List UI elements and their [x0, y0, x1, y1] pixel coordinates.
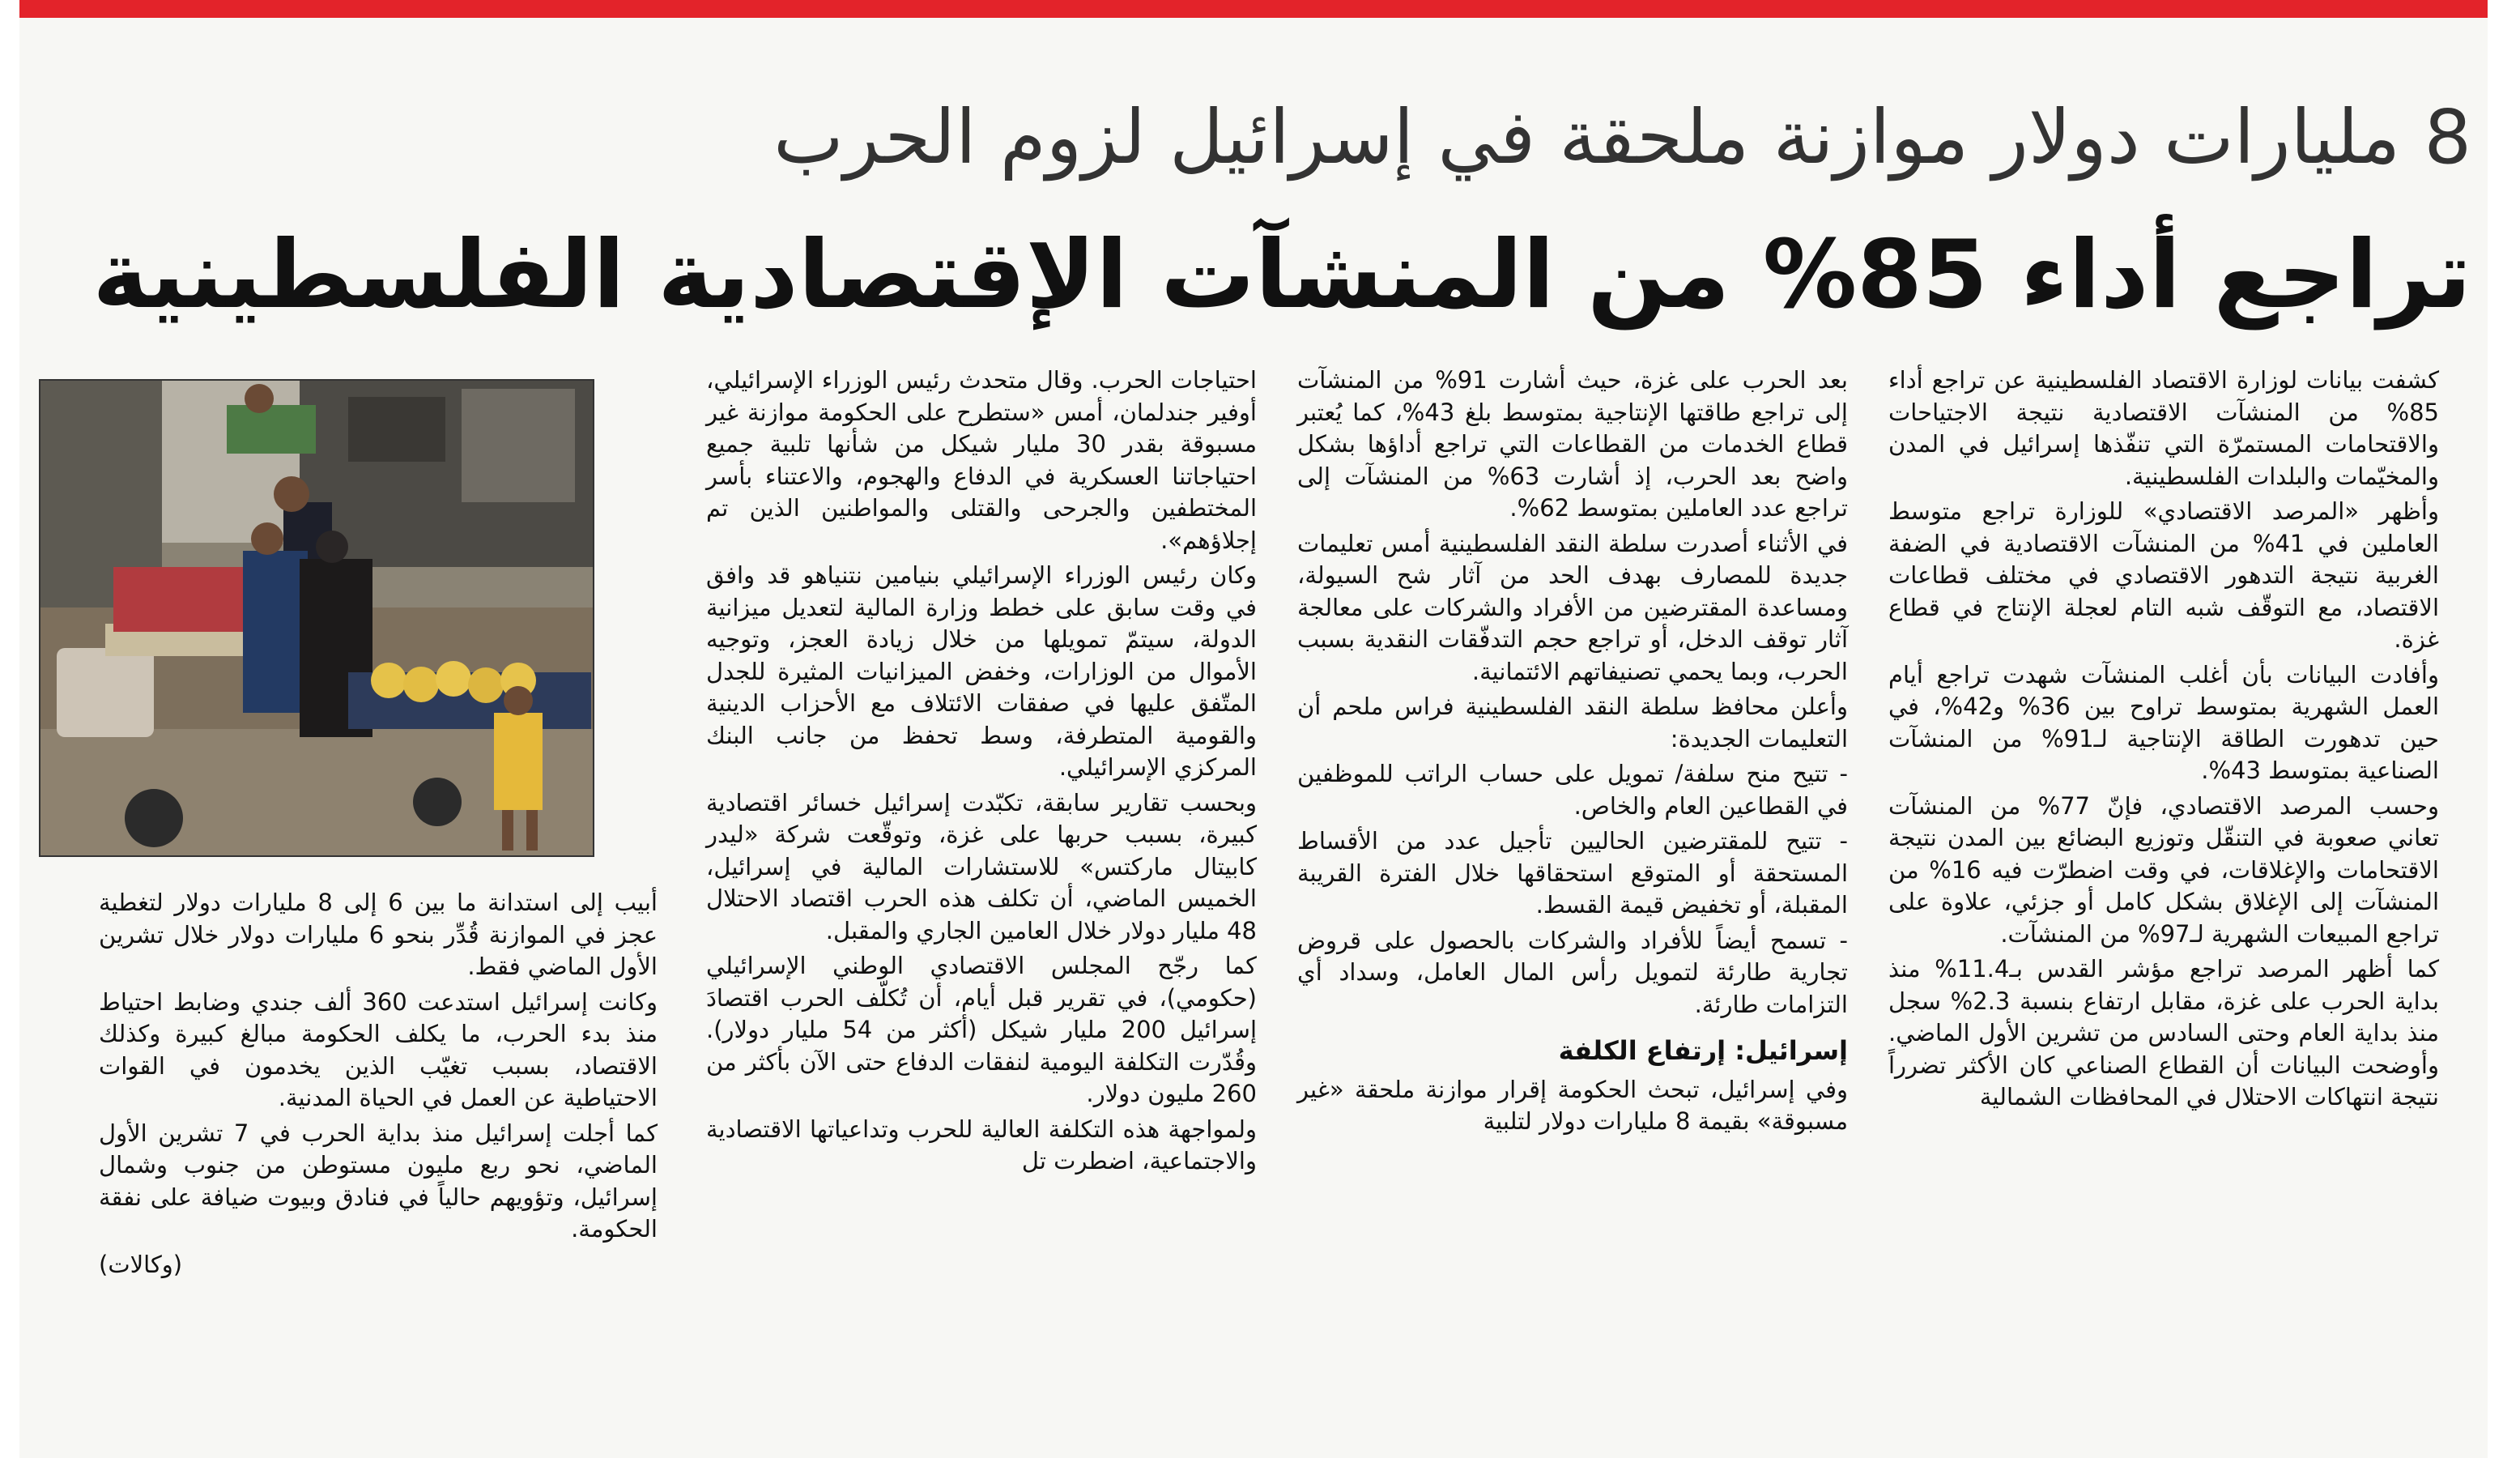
- paragraph: وأعلن محافظ سلطة النقد الفلسطينية فراس ملحم أن التعليمات الجديدة:: [1297, 693, 1848, 752]
- paragraph: احتياجات الحرب. وقال متحدث رئيس الوزراء الإسرائيلي، أوفير جندلمان، أمس «ستطرح على الحكومة موازنة غير مسبوقة بقدر 30 مليار شيكل من شأنها تلبية جميع احتياجاتنا العسكرية في الدفاع والهجوم، والاعتناء بأسر المختطفين والجرحى والقتلى والمواطنين الذين تم إجلاؤهم».: [706, 366, 1258, 554]
- paragraph: كما أظهر المرصد تراجع مؤشر القدس بـ11.4% منذ بداية الحرب على غزة، مقابل ارتفاع بنسبة 2.3% سجل منذ بداية العام وحتى السادس من تشرين الأول الماضي. وأوضحت البيانات أن القطاع الصناعي كان الأكثر تضرراً نتيجة انتهاكات الاحتلال في المحافظات الشمالية: [1888, 955, 2439, 1111]
- source-credit: (وكالات): [99, 1250, 183, 1278]
- news-photo-market-scene: [39, 379, 594, 857]
- article-column-4: [99, 887, 658, 1281]
- paragraph: كشفت بيانات لوزارة الاقتصاد الفلسطينية عن تراجع أداء 85% من المنشآت الاقتصادية نتيجة الاجتياحات والاقتحامات المستمرّة التي تنفّذها إسرائيل في المدن والمخيّمات والبلدات الفلسطينية.: [1888, 366, 2439, 490]
- page-margin-left: [0, 0, 19, 1458]
- paragraph: وكانت إسرائيل استدعت 360 ألف جندي وضابط احتياط منذ بدء الحرب، ما يكلف الحكومة مبالغ كبيرة وكذلك الاقتصاد، بسبب تغيّب الذين يخدمون في القوات الاحتياطية عن العمل في الحياة المدنية.: [99, 987, 658, 1111]
- photo-illustration: [40, 381, 594, 857]
- paragraph: وبحسب تقارير سابقة، تكبّدت إسرائيل خسائر اقتصادية كبيرة، بسبب حربها على غزة، وتوقّعت شركة «ليدر كابيتال ماركتس» للاستشارات المالية في إسرائيل، الخميس الماضي، أن تكلف هذه الحرب اقتصاد الاحتلال 48 مليار دولار خلال العامين الجاري والمقبل.: [706, 788, 1257, 944]
- paragraph: ولمواجهة هذه التكلفة العالية للحرب وتداعياتها الاقتصادية والاجتماعية، اضطرت تل: [706, 1115, 1257, 1174]
- red-accent-bar: [19, 0, 2488, 18]
- paragraph: أبيب إلى استدانة ما بين 6 إلى 8 مليارات دولار لتغطية عجز في الموازنة قُدِّر بنحو 6 مليارات دولار خلال تشرين الأول الماضي فقط.: [99, 889, 658, 980]
- paragraph: في الأثناء أصدرت سلطة النقد الفلسطينية أمس تعليمات جديدة للمصارف بهدف الحد من آثار شح السيولة، ومساعدة المقترضين من الأفراد والشركات على معالجة آثار توقف الدخل، أو تراجع حجم التدفّقات النقدية بسبب الحرب، وبما يحمي تصنيفاتهم الائتمانية.: [1297, 529, 1848, 685]
- paragraph: بعد الحرب على غزة، حيث أشارت 91% من المنشآت إلى تراجع طاقتها الإنتاجية بمتوسط بلغ 43%، كما يُعتبر قطاع الخدمات من القطاعات التي تراجع أداؤها بشكل واضح بعد الحرب، إذ أشارت 63% من المنشآت إلى تراجع عدد العاملين بمتوسط 62%.: [1297, 366, 1848, 522]
- paragraph: - تسمح أيضاً للأفراد والشركات بالحصول على قروض تجارية طارئة لتمويل رأس المال العامل، وسداد أي التزامات طارئة.: [1297, 926, 1848, 1018]
- article-column-3: [706, 364, 1257, 1178]
- paragraph: وأظهر «المرصد الاقتصادي» للوزارة تراجع متوسط العاملين في 41% من المنشآت الاقتصادية في الضفة الغربية نتيجة التدهور الاقتصادي في مختلف قطاعات الاقتصاد، مع التوقّف شبه التام لعجلة الإنتاج في قطاع غزة.: [1888, 497, 2439, 653]
- article-column-1: [1888, 364, 2439, 1114]
- article-column-2: [1297, 364, 1848, 1138]
- section-subheading: إسرائيل: إرتفاع الكلفة: [1558, 1035, 1848, 1066]
- paragraph: كما رجّح المجلس الاقتصادي الوطني الإسرائيلي (حكومي)، في تقرير قبل أيام، أن تُكلّف الحرب اقتصادَ إسرائيل 200 مليار شيكل (أكثر من 54 مليار دولار). وقُدّرت التكلفة اليومية لنفقات الدفاع حتى الآن بأكثر من 260 مليون دولار.: [706, 952, 1258, 1107]
- paragraph: كما أجلت إسرائيل منذ بداية الحرب في 7 تشرين الأول الماضي، نحو ربع مليون مستوطن من جنوب وشمال إسرائيل، وتؤويهم حالياً في فنادق وبيوت ضيافة على نفقة الحكومة.: [99, 1119, 658, 1243]
- paragraph: - تتيح منح سلفة/ تمويل على حساب الراتب للموظفين في القطاعين العام والخاص.: [1297, 760, 1848, 820]
- headline-kicker: 8 مليارات دولار موازنة ملحقة في إسرائيل لزوم الحرب: [773, 94, 2471, 181]
- paragraph: - تتيح للمقترضين الحاليين تأجيل عدد من الأقساط المستحقة أو المتوقع استحقاقها خلال الفترة القريبة المقبلة، أو تخفيض قيمة القسط.: [1297, 827, 1848, 919]
- paragraph: وفي إسرائيل، تبحث الحكومة إقرار موازنة ملحقة «غير مسبوقة» بقيمة 8 مليارات دولار لتلبية: [1297, 1075, 1848, 1135]
- headline-main: تراجع أداء 85% من المنشآت الإقتصادية الفلسطينية: [92, 220, 2471, 330]
- paragraph: وأفادت البيانات بأن أغلب المنشآت شهدت تراجع أيام العمل الشهرية بمتوسط تراوح بين 36% و42%، في حين تدهورت الطاقة الإنتاجية لـ91% من المنشآت الصناعية بمتوسط 43%.: [1888, 660, 2440, 784]
- paragraph: وكان رئيس الوزراء الإسرائيلي بنيامين نتنياهو قد وافق في وقت سابق على خطط وزارة المالية لتعديل ميزانية الدولة، سيتمّ تمويلها من خلال زيادة العجز، وتوجيه الأموال من الوزارات، وخفض الميزانيات المثيرة للجدل المتّفق عليها في صفقات الائتلاف مع الأحزاب الدينية والقومية المتطرفة، وسط تحفظ من جانب البنك المركزي الإسرائيلي.: [706, 561, 1257, 781]
- paragraph: وحسب المرصد الاقتصادي، فإنّ 77% من المنشآت تعاني صعوبة في التنقّل وتوزيع البضائع بين المدن نتيجة الاقتحامات والإغلاقات، في وقت اضطرّت فيه 16% من المنشآت إلى الإغلاق بشكل كامل أو جزئي، علاوة على تراجع المبيعات الشهرية لـ97% من المنشآت.: [1888, 791, 2439, 948]
- page-margin-right: [2488, 0, 2520, 1458]
